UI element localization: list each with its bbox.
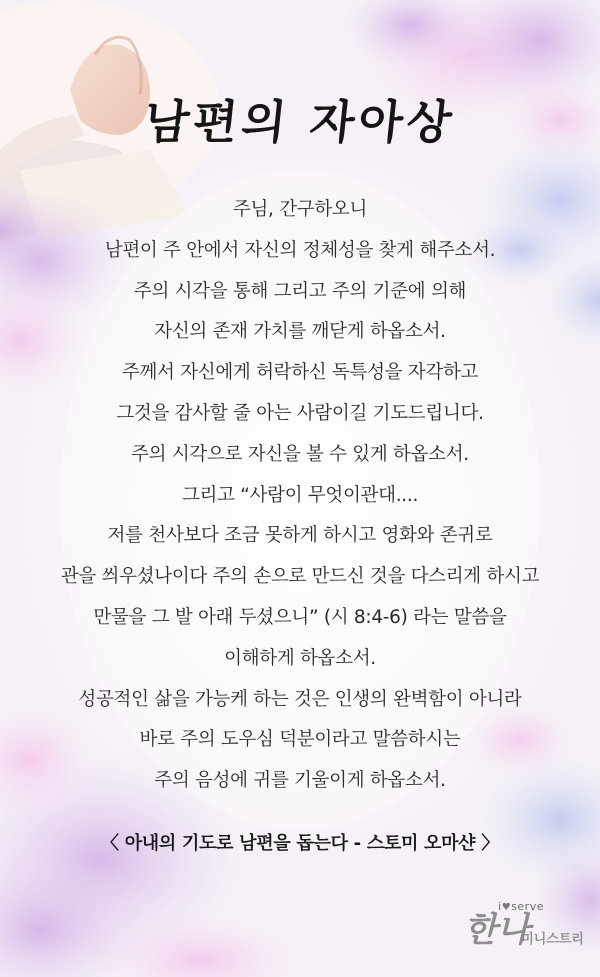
prayer-line: 저를 천사보다 조금 못하게 하시고 영화와 존귀로	[107, 525, 493, 547]
prayer-line: 주의 시각으로 자신을 볼 수 있게 하옵소서.	[131, 443, 469, 465]
logo-name: 한나	[464, 910, 530, 950]
prayer-line: 성공적인 삶을 가능케 하는 것은 인생의 완벽함이 아니라	[78, 688, 522, 710]
hanna-ministry-logo	[464, 900, 584, 962]
logo-tagline-i: i	[498, 900, 502, 913]
prayer-line: 남편이 주 안에서 자신의 정체성을 찾게 해주소서.	[104, 239, 496, 261]
logo-subtitle: 미니스트리	[521, 932, 584, 947]
prayer-line: 자신의 존재 가치를 깨닫게 하옵소서.	[154, 321, 446, 343]
prayer-line: 그리고 “사람이 무엇이관대....	[181, 484, 419, 506]
prayer-line: 주의 시각을 통해 그리고 주의 기준에 의해	[133, 280, 467, 302]
prayer-text	[0, 190, 600, 802]
page-title: 남편의 자아상	[141, 95, 459, 149]
prayer-line: 그것을 감사할 줄 아는 사람이길 기도드립니다.	[116, 402, 484, 424]
prayer-line: 주의 음성에 귀를 기울이게 하옵소서.	[154, 770, 446, 792]
prayer-line: 바로 주의 도우심 덕분이라고 말씀하시는	[139, 729, 461, 751]
prayer-line: 주께서 자신에게 허락하신 독특성을 자각하고	[121, 362, 479, 384]
source-citation: 〈 아내의 기도로 남편을 돕는다 - 스토미 오마샨 〉	[101, 833, 499, 854]
prayer-line: 주님, 간구하오니	[232, 199, 368, 220]
prayer-line: 이해하게 하옵소서.	[224, 647, 376, 669]
prayer-line: 만물을 그 발 아래 두셨으니” (시 8:4-6) 라는 말씀을	[93, 606, 507, 628]
heart-icon: ♥	[501, 902, 512, 913]
logo-tagline-serve: serve	[511, 900, 544, 913]
prayer-line: 관을 씌우셨나이다 주의 손으로 만드신 것을 다스리게 하시고	[60, 566, 540, 588]
